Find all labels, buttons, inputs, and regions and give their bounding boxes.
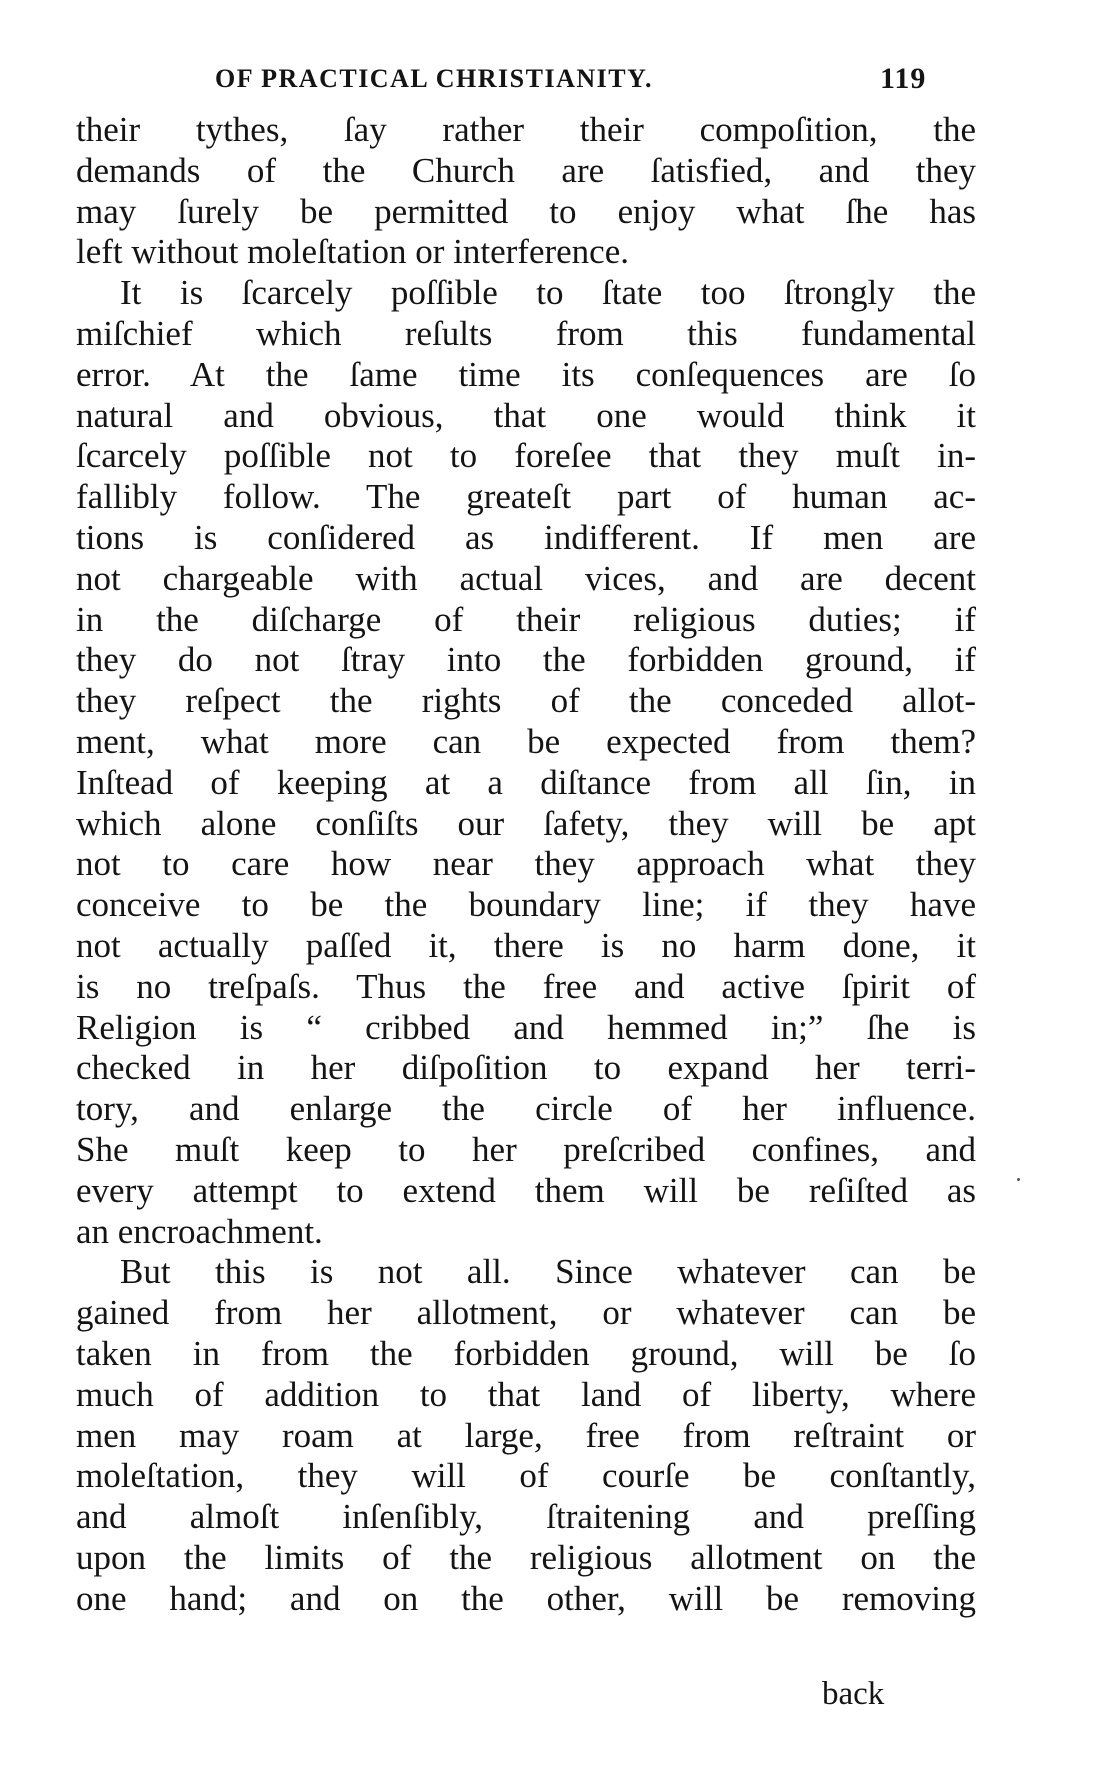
text-line: natural and obvious, that one would think it xyxy=(76,395,976,435)
text-line: ment, what more can be expected from them? xyxy=(76,721,976,761)
page-number: 119 xyxy=(880,62,927,95)
text-line: they do not ſtray into the forbidden ground, if xyxy=(76,640,976,680)
text-line: checked in her diſpoſition to expand her terri- xyxy=(76,1048,976,1088)
text-line: tions is conſidered as indifferent. If men are xyxy=(76,517,976,557)
paragraph-start-line: It is ſcarcely poſſible to ſtate too ſtrongly the xyxy=(120,273,976,313)
text-line: conceive to be the boundary line; if they have xyxy=(76,885,976,925)
text-line: in the diſcharge of their religious duties; if xyxy=(76,599,976,639)
text-line: moleſtation, they will of courſe be conſtantly, xyxy=(76,1456,976,1496)
text-line: miſchief which reſults from this fundamental xyxy=(76,313,976,353)
text-line: error. At the ſame time its conſequences are ſo xyxy=(76,354,976,394)
text-line: an encroachment. xyxy=(76,1211,323,1251)
body-text xyxy=(76,110,976,1619)
paragraph-start-line: But this is not all. Since whatever can be xyxy=(120,1252,976,1292)
text-line: one hand; and on the other, will be removing xyxy=(76,1578,976,1618)
text-line: is no treſpaſs. Thus the free and active ſpirit of xyxy=(76,966,976,1006)
text-line: taken in from the forbidden ground, will be ſo xyxy=(76,1333,976,1373)
ink-speck xyxy=(1017,1178,1020,1181)
text-line: She muſt keep to her preſcribed confines, and xyxy=(76,1129,976,1169)
text-line: they reſpect the rights of the conceded allot- xyxy=(76,681,976,721)
text-line: fallibly follow. The greateſt part of human ac- xyxy=(76,477,976,517)
text-line: every attempt to extend them will be reſiſted as xyxy=(76,1170,976,1210)
text-line: much of addition to that land of liberty, where xyxy=(76,1374,976,1414)
text-line: gained from her allotment, or whatever can be xyxy=(76,1293,976,1333)
text-line: Inſtead of keeping at a diſtance from all ſin, in xyxy=(76,762,976,802)
text-line: Religion is “ cribbed and hemmed in;” ſhe is xyxy=(76,1007,976,1047)
text-line: their tythes, ſay rather their compoſition, the xyxy=(76,110,976,149)
text-line: men may roam at large, free from reſtraint or xyxy=(76,1415,976,1455)
running-head: OF PRACTICAL CHRISTIANITY. xyxy=(215,64,653,93)
text-line: upon the limits of the religious allotment on the xyxy=(76,1537,976,1577)
text-line: tory, and enlarge the circle of her influence. xyxy=(76,1089,976,1129)
text-line: which alone conſiſts our ſafety, they will be apt xyxy=(76,803,976,843)
text-line: not actually paſſed it, there is no harm done, it xyxy=(76,925,976,965)
text-line: may ſurely be permitted to enjoy what ſhe has xyxy=(76,191,976,231)
text-line: ſcarcely poſſible not to foreſee that they muſt in- xyxy=(76,436,976,476)
catchword: back xyxy=(822,1676,885,1712)
text-line: not to care how near they approach what they xyxy=(76,844,976,884)
text-line: left without moleſtation or interference. xyxy=(76,232,629,272)
text-line: not chargeable with actual vices, and are decent xyxy=(76,558,976,598)
text-line: and almoſt inſenſibly, ſtraitening and preſſing xyxy=(76,1497,976,1537)
page-header xyxy=(76,58,976,98)
text-line: demands of the Church are ſatisfied, and they xyxy=(76,150,976,190)
